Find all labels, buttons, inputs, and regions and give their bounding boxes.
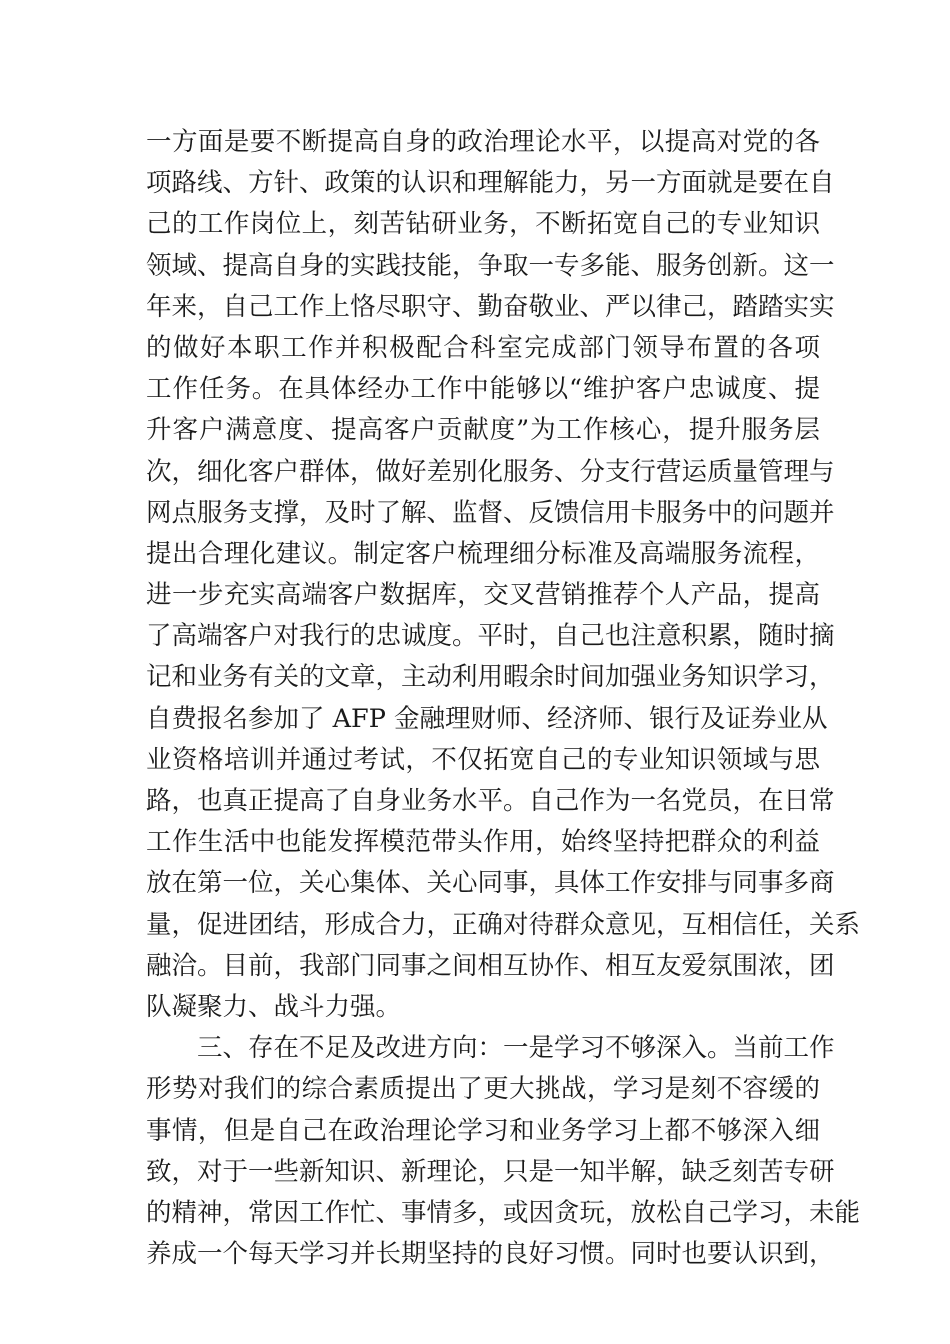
paragraph-end-line: 队凝聚力、战斗力强。 xyxy=(146,991,402,1022)
text-line: 网点服务支撑，及时了解、监督、反馈信用卡服务中的问题并 xyxy=(146,497,835,528)
text-line: 工作任务。在具体经办工作中能够以“维护客户忠诚度、提 xyxy=(146,374,820,405)
text-line: 工作生活中也能发挥模范带头作用，始终坚持把群众的利益 xyxy=(146,827,820,858)
text-line: 进一步充实高端客户数据库，交叉营销推荐个人产品，提高 xyxy=(146,580,820,611)
text-line: 自费报名参加了 AFP 金融理财师、经济师、银行及证券业从 xyxy=(146,703,828,734)
text-line: 年来，自己工作上恪尽职守、勤奋敬业、严以律己，踏踏实实 xyxy=(146,291,835,322)
text-line: 放在第一位，关心集体、关心同事，具体工作安排与同事多商 xyxy=(146,868,835,899)
text-line: 一方面是要不断提高自身的政治理论水平，以提高对党的各 xyxy=(146,127,820,157)
text-line: 项路线、方针、政策的认识和理解能力，另一方面就是要在自 xyxy=(146,168,835,199)
text-line: 了高端客户对我行的忠诚度。平时，自己也注意积累，随时摘 xyxy=(146,621,835,652)
text-line: 次，细化客户群体，做好差别化服务、分支行营运质量管理与 xyxy=(146,456,835,487)
text-line: 提出合理化建议。制定客户梳理细分标准及高端服务流程， xyxy=(146,538,820,569)
text-line: 升客户满意度、提高客户贡献度”为工作核心，提升服务层 xyxy=(146,415,820,446)
text-line: 领域、提高自身的实践技能，争取一专多能、服务创新。这一 xyxy=(146,250,835,281)
text-line: 路，也真正提高了自身业务水平。自己作为一名党员，在日常 xyxy=(146,786,835,816)
text-line: 形势对我们的综合素质提出了更大挑战，学习是刻不容缓的 xyxy=(146,1074,820,1105)
text-line: 事情，但是自己在政治理论学习和业务学习上都不够深入细 xyxy=(146,1115,820,1146)
body-text xyxy=(146,122,861,1275)
text-line: 记和业务有关的文章，主动利用暇余时间加强业务知识学习， xyxy=(146,662,835,693)
text-line: 致，对于一些新知识、新理论，只是一知半解，缺乏刻苦专研 xyxy=(146,1156,835,1187)
text-line: 融洽。目前，我部门同事之间相互协作、相互友爱氛围浓，团 xyxy=(146,950,835,981)
section-heading-line: 三、存在不足及改进方向：一是学习不够深入。当前工作 xyxy=(197,1033,835,1064)
text-line: 养成一个每天学习并长期坚持的良好习惯。同时也要认识到， xyxy=(146,1239,835,1270)
text-line: 的做好本职工作并积极配合科室完成部门领导布置的各项 xyxy=(146,332,820,363)
text-line: 业资格培训并通过考试，不仅拓宽自己的专业知识领域与思 xyxy=(146,744,820,775)
text-line: 己的工作岗位上，刻苦钻研业务，不断拓宽自己的专业知识 xyxy=(146,209,820,240)
text-line: 量，促进团结，形成合力，正确对待群众意见，互相信任，关系 xyxy=(146,909,861,940)
text-line: 的精神，常因工作忙、事情多，或因贪玩，放松自己学习，未能 xyxy=(146,1197,861,1228)
